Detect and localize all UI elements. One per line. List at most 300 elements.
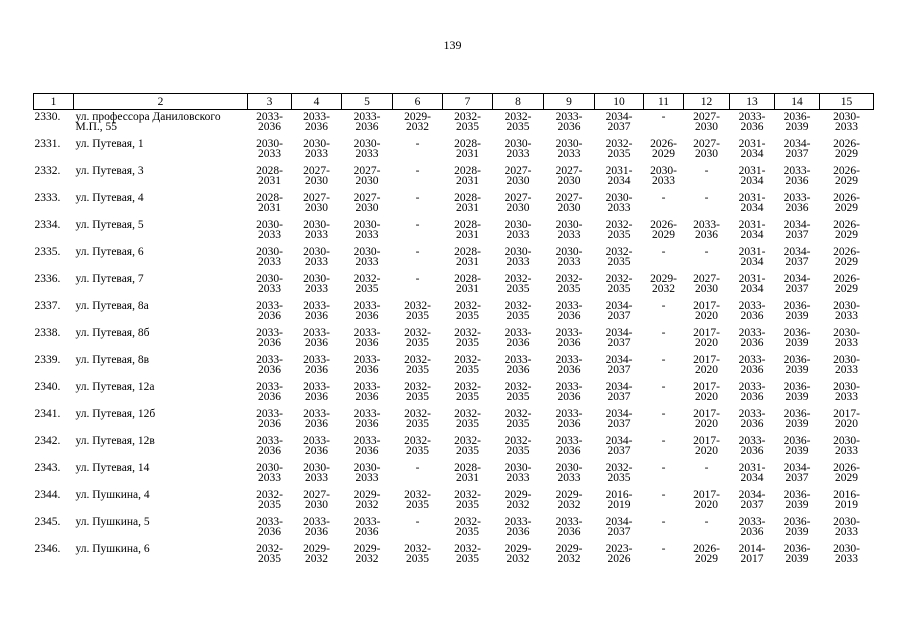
table-row [34, 409, 874, 436]
column-header-10: 10 [595, 94, 644, 110]
period-cell-col-14 [775, 436, 820, 463]
column-header-13: 13 [730, 94, 775, 110]
table-row [34, 490, 874, 517]
cell-text: 2030- 2033 [833, 516, 860, 538]
cell-text: 2026- 2029 [693, 543, 720, 565]
period-cell-col-4 [292, 220, 342, 247]
cell-text: 2033- 2036 [555, 300, 583, 322]
period-cell-col-12 [684, 110, 730, 140]
cell-text: 2033- 2036 [738, 300, 766, 322]
period-cell-col-12 [684, 247, 730, 274]
cell-text: - [661, 489, 666, 501]
cell-text: 2033- 2036 [783, 192, 811, 214]
period-cell-col-15 [820, 382, 874, 409]
cell-text: 2032- 2035 [256, 489, 283, 511]
period-cell-col-3 [248, 490, 292, 517]
period-cell-col-6 [393, 193, 443, 220]
cell-text: - [704, 462, 709, 474]
cell-text: ул. Пушкина, 5 [75, 516, 150, 528]
period-cell-col-8 [493, 382, 544, 409]
period-cell-col-8 [493, 274, 544, 301]
cell-text: - [415, 165, 420, 177]
period-cell-col-10 [595, 110, 644, 140]
cell-text: 2033- 2036 [256, 327, 283, 349]
period-cell-col-14 [775, 139, 820, 166]
period-cell-col-12 [684, 436, 730, 463]
cell-text: 2036- 2039 [783, 381, 811, 403]
period-cell-col-14 [775, 247, 820, 274]
cell-text: 2034- 2037 [605, 354, 633, 376]
period-cell-col-8 [493, 544, 544, 571]
row-number [34, 463, 74, 490]
period-cell-col-5 [342, 166, 393, 193]
cell-text: 2033- 2036 [353, 435, 381, 457]
row-number [34, 409, 74, 436]
cell-text: 2033- 2036 [256, 408, 283, 430]
period-cell-col-10 [595, 355, 644, 382]
period-cell-col-6 [393, 301, 443, 328]
cell-text: 2031- 2034 [738, 192, 766, 214]
cell-text: 2017- 2020 [693, 381, 720, 403]
period-cell-col-7 [443, 409, 493, 436]
period-cell-col-13 [730, 436, 775, 463]
cell-text: 2017- 2020 [833, 408, 860, 430]
cell-text: 2026- 2029 [833, 462, 860, 484]
cell-text: 2017- 2020 [693, 327, 720, 349]
column-header-5: 5 [342, 94, 393, 110]
period-cell-col-6 [393, 220, 443, 247]
row-number [34, 274, 74, 301]
period-cell-col-8 [493, 110, 544, 140]
period-cell-col-10 [595, 193, 644, 220]
period-cell-col-14 [775, 274, 820, 301]
cell-text: 2030- 2033 [303, 246, 330, 268]
cell-text: - [661, 300, 666, 312]
period-cell-col-9 [544, 517, 595, 544]
cell-text: ул. Путевая, 8б [75, 327, 150, 339]
period-cell-col-6 [393, 409, 443, 436]
period-cell-col-7 [443, 110, 493, 140]
row-number [34, 544, 74, 571]
period-cell-col-9 [544, 247, 595, 274]
period-cell-col-11 [644, 166, 684, 193]
period-cell-col-5 [342, 193, 393, 220]
cell-text: 2033- 2036 [504, 327, 532, 349]
cell-text: 2333. [34, 192, 61, 204]
period-cell-col-13 [730, 517, 775, 544]
period-cell-col-11 [644, 382, 684, 409]
cell-text: 2330. [34, 111, 61, 123]
cell-text: 2033- 2036 [738, 111, 766, 133]
period-cell-col-15 [820, 409, 874, 436]
cell-text: 2033- 2036 [555, 381, 583, 403]
period-cell-col-11 [644, 301, 684, 328]
period-cell-col-11 [644, 247, 684, 274]
period-cell-col-5 [342, 110, 393, 140]
period-cell-col-3 [248, 409, 292, 436]
period-cell-col-4 [292, 110, 342, 140]
cell-text: 2027- 2030 [693, 273, 720, 295]
period-cell-col-7 [443, 301, 493, 328]
cell-text: 2034- 2037 [783, 273, 811, 295]
period-cell-col-5 [342, 490, 393, 517]
table-row [34, 328, 874, 355]
cell-text: 2034- 2037 [783, 138, 811, 160]
period-cell-col-3 [248, 436, 292, 463]
period-cell-col-14 [775, 490, 820, 517]
table-row [34, 139, 874, 166]
cell-text: 2027- 2030 [555, 165, 583, 187]
cell-text: 2028- 2031 [454, 462, 481, 484]
period-cell-col-3 [248, 355, 292, 382]
period-cell-col-14 [775, 409, 820, 436]
cell-text: 2339. [34, 354, 61, 366]
address-cell [74, 355, 248, 382]
cell-text: 2033- 2036 [353, 408, 381, 430]
period-cell-col-5 [342, 247, 393, 274]
cell-text: 2033- 2036 [738, 408, 766, 430]
cell-text: 2030- 2033 [833, 327, 860, 349]
cell-text: 2337. [34, 300, 61, 312]
period-cell-col-15 [820, 490, 874, 517]
cell-text: 2032- 2035 [404, 327, 431, 349]
cell-text: 2032- 2035 [353, 273, 381, 295]
period-cell-col-8 [493, 355, 544, 382]
period-cell-col-3 [248, 220, 292, 247]
period-cell-col-15 [820, 274, 874, 301]
cell-text: 2033- 2036 [353, 300, 381, 322]
cell-text: 2346. [34, 543, 61, 555]
cell-text: 2033- 2036 [555, 327, 583, 349]
address-cell [74, 436, 248, 463]
row-number [34, 110, 74, 140]
cell-text: 2016- 2019 [605, 489, 633, 511]
cell-text: - [704, 192, 709, 204]
period-cell-col-3 [248, 544, 292, 571]
period-cell-col-10 [595, 139, 644, 166]
cell-text: 2030- 2033 [256, 138, 283, 160]
period-cell-col-8 [493, 166, 544, 193]
period-cell-col-6 [393, 247, 443, 274]
period-cell-col-13 [730, 110, 775, 140]
cell-text: - [415, 138, 420, 150]
cell-text: ул. Путевая, 14 [75, 462, 150, 474]
cell-text: 2032- 2035 [504, 408, 532, 430]
period-cell-col-9 [544, 220, 595, 247]
period-cell-col-3 [248, 517, 292, 544]
period-cell-col-11 [644, 220, 684, 247]
period-cell-col-10 [595, 166, 644, 193]
cell-text: - [704, 246, 709, 258]
period-cell-col-14 [775, 382, 820, 409]
period-cell-col-14 [775, 220, 820, 247]
cell-text: ул. Пушкина, 4 [75, 489, 150, 501]
address-cell [74, 517, 248, 544]
cell-text: 2027- 2030 [303, 489, 330, 511]
period-cell-col-13 [730, 409, 775, 436]
cell-text: 2032- 2035 [504, 111, 532, 133]
cell-text: 2031- 2034 [738, 462, 766, 484]
column-header-1: 1 [34, 94, 74, 110]
period-cell-col-6 [393, 382, 443, 409]
period-cell-col-3 [248, 328, 292, 355]
cell-text: - [661, 543, 666, 555]
period-cell-col-9 [544, 328, 595, 355]
period-cell-col-15 [820, 139, 874, 166]
cell-text: - [661, 111, 666, 123]
table-row [34, 463, 874, 490]
period-cell-col-6 [393, 490, 443, 517]
cell-text: - [661, 408, 666, 420]
cell-text: - [415, 246, 420, 258]
cell-text: 2032- 2035 [404, 543, 431, 565]
cell-text: 2030- 2033 [303, 138, 330, 160]
cell-text: ул. Путевая, 12б [75, 408, 156, 420]
address-cell [74, 166, 248, 193]
period-cell-col-5 [342, 436, 393, 463]
address-cell [74, 544, 248, 571]
cell-text: ул. Путевая, 4 [75, 192, 144, 204]
period-cell-col-12 [684, 490, 730, 517]
period-cell-col-13 [730, 355, 775, 382]
cell-text: ул. Путевая, 7 [75, 273, 144, 285]
period-cell-col-15 [820, 166, 874, 193]
cell-text: 2030- 2033 [833, 543, 860, 565]
cell-text: - [704, 516, 709, 528]
column-header-8: 8 [493, 94, 544, 110]
period-cell-col-14 [775, 301, 820, 328]
period-cell-col-4 [292, 544, 342, 571]
period-cell-col-7 [443, 544, 493, 571]
period-cell-col-14 [775, 544, 820, 571]
period-cell-col-14 [775, 110, 820, 140]
cell-text: 2342. [34, 435, 61, 447]
period-cell-col-10 [595, 247, 644, 274]
row-number [34, 193, 74, 220]
cell-text: 2030- 2033 [504, 219, 532, 241]
period-cell-col-11 [644, 193, 684, 220]
period-cell-col-11 [644, 544, 684, 571]
cell-text: 2027- 2030 [693, 111, 720, 133]
cell-text: 2026- 2029 [833, 138, 860, 160]
cell-text: 2029- 2032 [555, 543, 583, 565]
cell-text: 2032- 2035 [454, 543, 481, 565]
period-cell-col-8 [493, 247, 544, 274]
cell-text: 2030- 2033 [303, 273, 330, 295]
period-cell-col-14 [775, 463, 820, 490]
period-cell-col-5 [342, 301, 393, 328]
cell-text: 2036- 2039 [783, 516, 811, 538]
period-cell-col-4 [292, 301, 342, 328]
period-cell-col-9 [544, 274, 595, 301]
period-cell-col-6 [393, 355, 443, 382]
cell-text: 2033- 2036 [353, 327, 381, 349]
period-cell-col-13 [730, 247, 775, 274]
cell-text: 2028- 2031 [454, 138, 481, 160]
period-cell-col-4 [292, 166, 342, 193]
period-cell-col-7 [443, 355, 493, 382]
cell-text: 2343. [34, 462, 61, 474]
cell-text: 2030- 2033 [555, 246, 583, 268]
cell-text: 2334. [34, 219, 61, 231]
period-cell-col-7 [443, 166, 493, 193]
cell-text: 2033- 2036 [303, 111, 330, 133]
period-cell-col-10 [595, 301, 644, 328]
table-body [34, 110, 874, 572]
cell-text: - [661, 435, 666, 447]
period-cell-col-10 [595, 544, 644, 571]
table-row [34, 436, 874, 463]
cell-text: 2036- 2039 [783, 300, 811, 322]
period-cell-col-4 [292, 517, 342, 544]
cell-text: 2029- 2032 [404, 111, 431, 133]
period-cell-col-9 [544, 436, 595, 463]
period-cell-col-3 [248, 139, 292, 166]
period-cell-col-5 [342, 355, 393, 382]
table-row [34, 166, 874, 193]
cell-text: ул. Путевая, 8в [75, 354, 150, 366]
period-cell-col-4 [292, 463, 342, 490]
cell-text: 2030- 2033 [833, 111, 860, 133]
cell-text: 2033- 2036 [738, 327, 766, 349]
period-cell-col-7 [443, 274, 493, 301]
cell-text: ул. Пушкина, 6 [75, 543, 150, 555]
row-number [34, 301, 74, 328]
period-cell-col-11 [644, 436, 684, 463]
cell-text: 2344. [34, 489, 61, 501]
period-cell-col-13 [730, 139, 775, 166]
row-number [34, 355, 74, 382]
period-cell-col-5 [342, 274, 393, 301]
cell-text: 2033- 2036 [353, 516, 381, 538]
period-cell-col-4 [292, 490, 342, 517]
period-cell-col-11 [644, 110, 684, 140]
period-cell-col-9 [544, 166, 595, 193]
cell-text: 2030- 2033 [256, 273, 283, 295]
period-cell-col-13 [730, 301, 775, 328]
cell-text: 2029- 2032 [650, 273, 677, 295]
cell-text: 2336. [34, 273, 61, 285]
address-cell [74, 409, 248, 436]
period-cell-col-11 [644, 409, 684, 436]
period-cell-col-9 [544, 355, 595, 382]
period-cell-col-10 [595, 517, 644, 544]
period-cell-col-10 [595, 328, 644, 355]
cell-text: - [704, 165, 709, 177]
address-cell [74, 301, 248, 328]
cell-text: 2026- 2029 [650, 138, 677, 160]
cell-text: 2026- 2029 [833, 192, 860, 214]
period-cell-col-3 [248, 247, 292, 274]
cell-text: 2028- 2031 [454, 273, 481, 295]
cell-text: 2033- 2036 [555, 408, 583, 430]
cell-text: 2026- 2029 [833, 273, 860, 295]
cell-text: 2033- 2036 [738, 354, 766, 376]
period-cell-col-15 [820, 110, 874, 140]
table-header [34, 94, 874, 110]
cell-text: 2029- 2032 [504, 543, 532, 565]
period-cell-col-11 [644, 517, 684, 544]
period-cell-col-8 [493, 436, 544, 463]
cell-text: 2032- 2035 [504, 273, 532, 295]
period-cell-col-7 [443, 490, 493, 517]
cell-text: 2030- 2033 [650, 165, 677, 187]
cell-text: 2026- 2029 [833, 165, 860, 187]
cell-text: 2033- 2036 [303, 408, 330, 430]
period-cell-col-5 [342, 409, 393, 436]
cell-text: - [661, 192, 666, 204]
period-cell-col-3 [248, 301, 292, 328]
cell-text: 2034- 2037 [783, 246, 811, 268]
cell-text: 2341. [34, 408, 61, 420]
period-cell-col-5 [342, 544, 393, 571]
cell-text: 2027- 2030 [353, 165, 381, 187]
cell-text: 2030- 2033 [504, 462, 532, 484]
period-cell-col-7 [443, 328, 493, 355]
cell-text: 2032- 2035 [404, 489, 431, 511]
period-cell-col-7 [443, 139, 493, 166]
period-cell-col-9 [544, 544, 595, 571]
period-cell-col-15 [820, 301, 874, 328]
period-cell-col-3 [248, 274, 292, 301]
cell-text: 2029- 2032 [303, 543, 330, 565]
cell-text: 2027- 2030 [504, 192, 532, 214]
row-number [34, 490, 74, 517]
period-cell-col-9 [544, 409, 595, 436]
cell-text: 2029- 2032 [504, 489, 532, 511]
cell-text: 2029- 2032 [353, 489, 381, 511]
period-cell-col-12 [684, 463, 730, 490]
column-header-3: 3 [248, 94, 292, 110]
period-cell-col-15 [820, 517, 874, 544]
cell-text: 2030- 2033 [555, 138, 583, 160]
period-cell-col-3 [248, 110, 292, 140]
period-cell-col-15 [820, 544, 874, 571]
cell-text: 2032- 2035 [404, 354, 431, 376]
cell-text: 2030- 2033 [256, 462, 283, 484]
cell-text: 2338. [34, 327, 61, 339]
cell-text: 2033- 2036 [303, 435, 330, 457]
cell-text: - [661, 246, 666, 258]
period-cell-col-7 [443, 463, 493, 490]
cell-text: 2032- 2035 [454, 381, 481, 403]
column-header-12: 12 [684, 94, 730, 110]
cell-text: 2030- 2033 [303, 219, 330, 241]
cell-text: 2033- 2036 [555, 354, 583, 376]
cell-text: 2032- 2035 [504, 381, 532, 403]
period-cell-col-12 [684, 301, 730, 328]
period-cell-col-13 [730, 328, 775, 355]
cell-text: 2030- 2033 [256, 219, 283, 241]
cell-text: 2031- 2034 [738, 273, 766, 295]
cell-text: 2017- 2020 [693, 408, 720, 430]
period-cell-col-13 [730, 463, 775, 490]
cell-text: 2031- 2034 [738, 246, 766, 268]
cell-text: 2034- 2037 [783, 219, 811, 241]
cell-text: 2030- 2033 [504, 246, 532, 268]
cell-text: 2032- 2035 [404, 408, 431, 430]
cell-text: 2032- 2035 [404, 435, 431, 457]
period-cell-col-8 [493, 328, 544, 355]
cell-text: 2030- 2033 [833, 435, 860, 457]
period-cell-col-8 [493, 517, 544, 544]
cell-text: 2033- 2036 [504, 354, 532, 376]
period-cell-col-8 [493, 220, 544, 247]
period-cell-col-15 [820, 463, 874, 490]
cell-text: 2029- 2032 [555, 489, 583, 511]
cell-text: 2033- 2036 [256, 300, 283, 322]
cell-text: 2033- 2036 [738, 435, 766, 457]
